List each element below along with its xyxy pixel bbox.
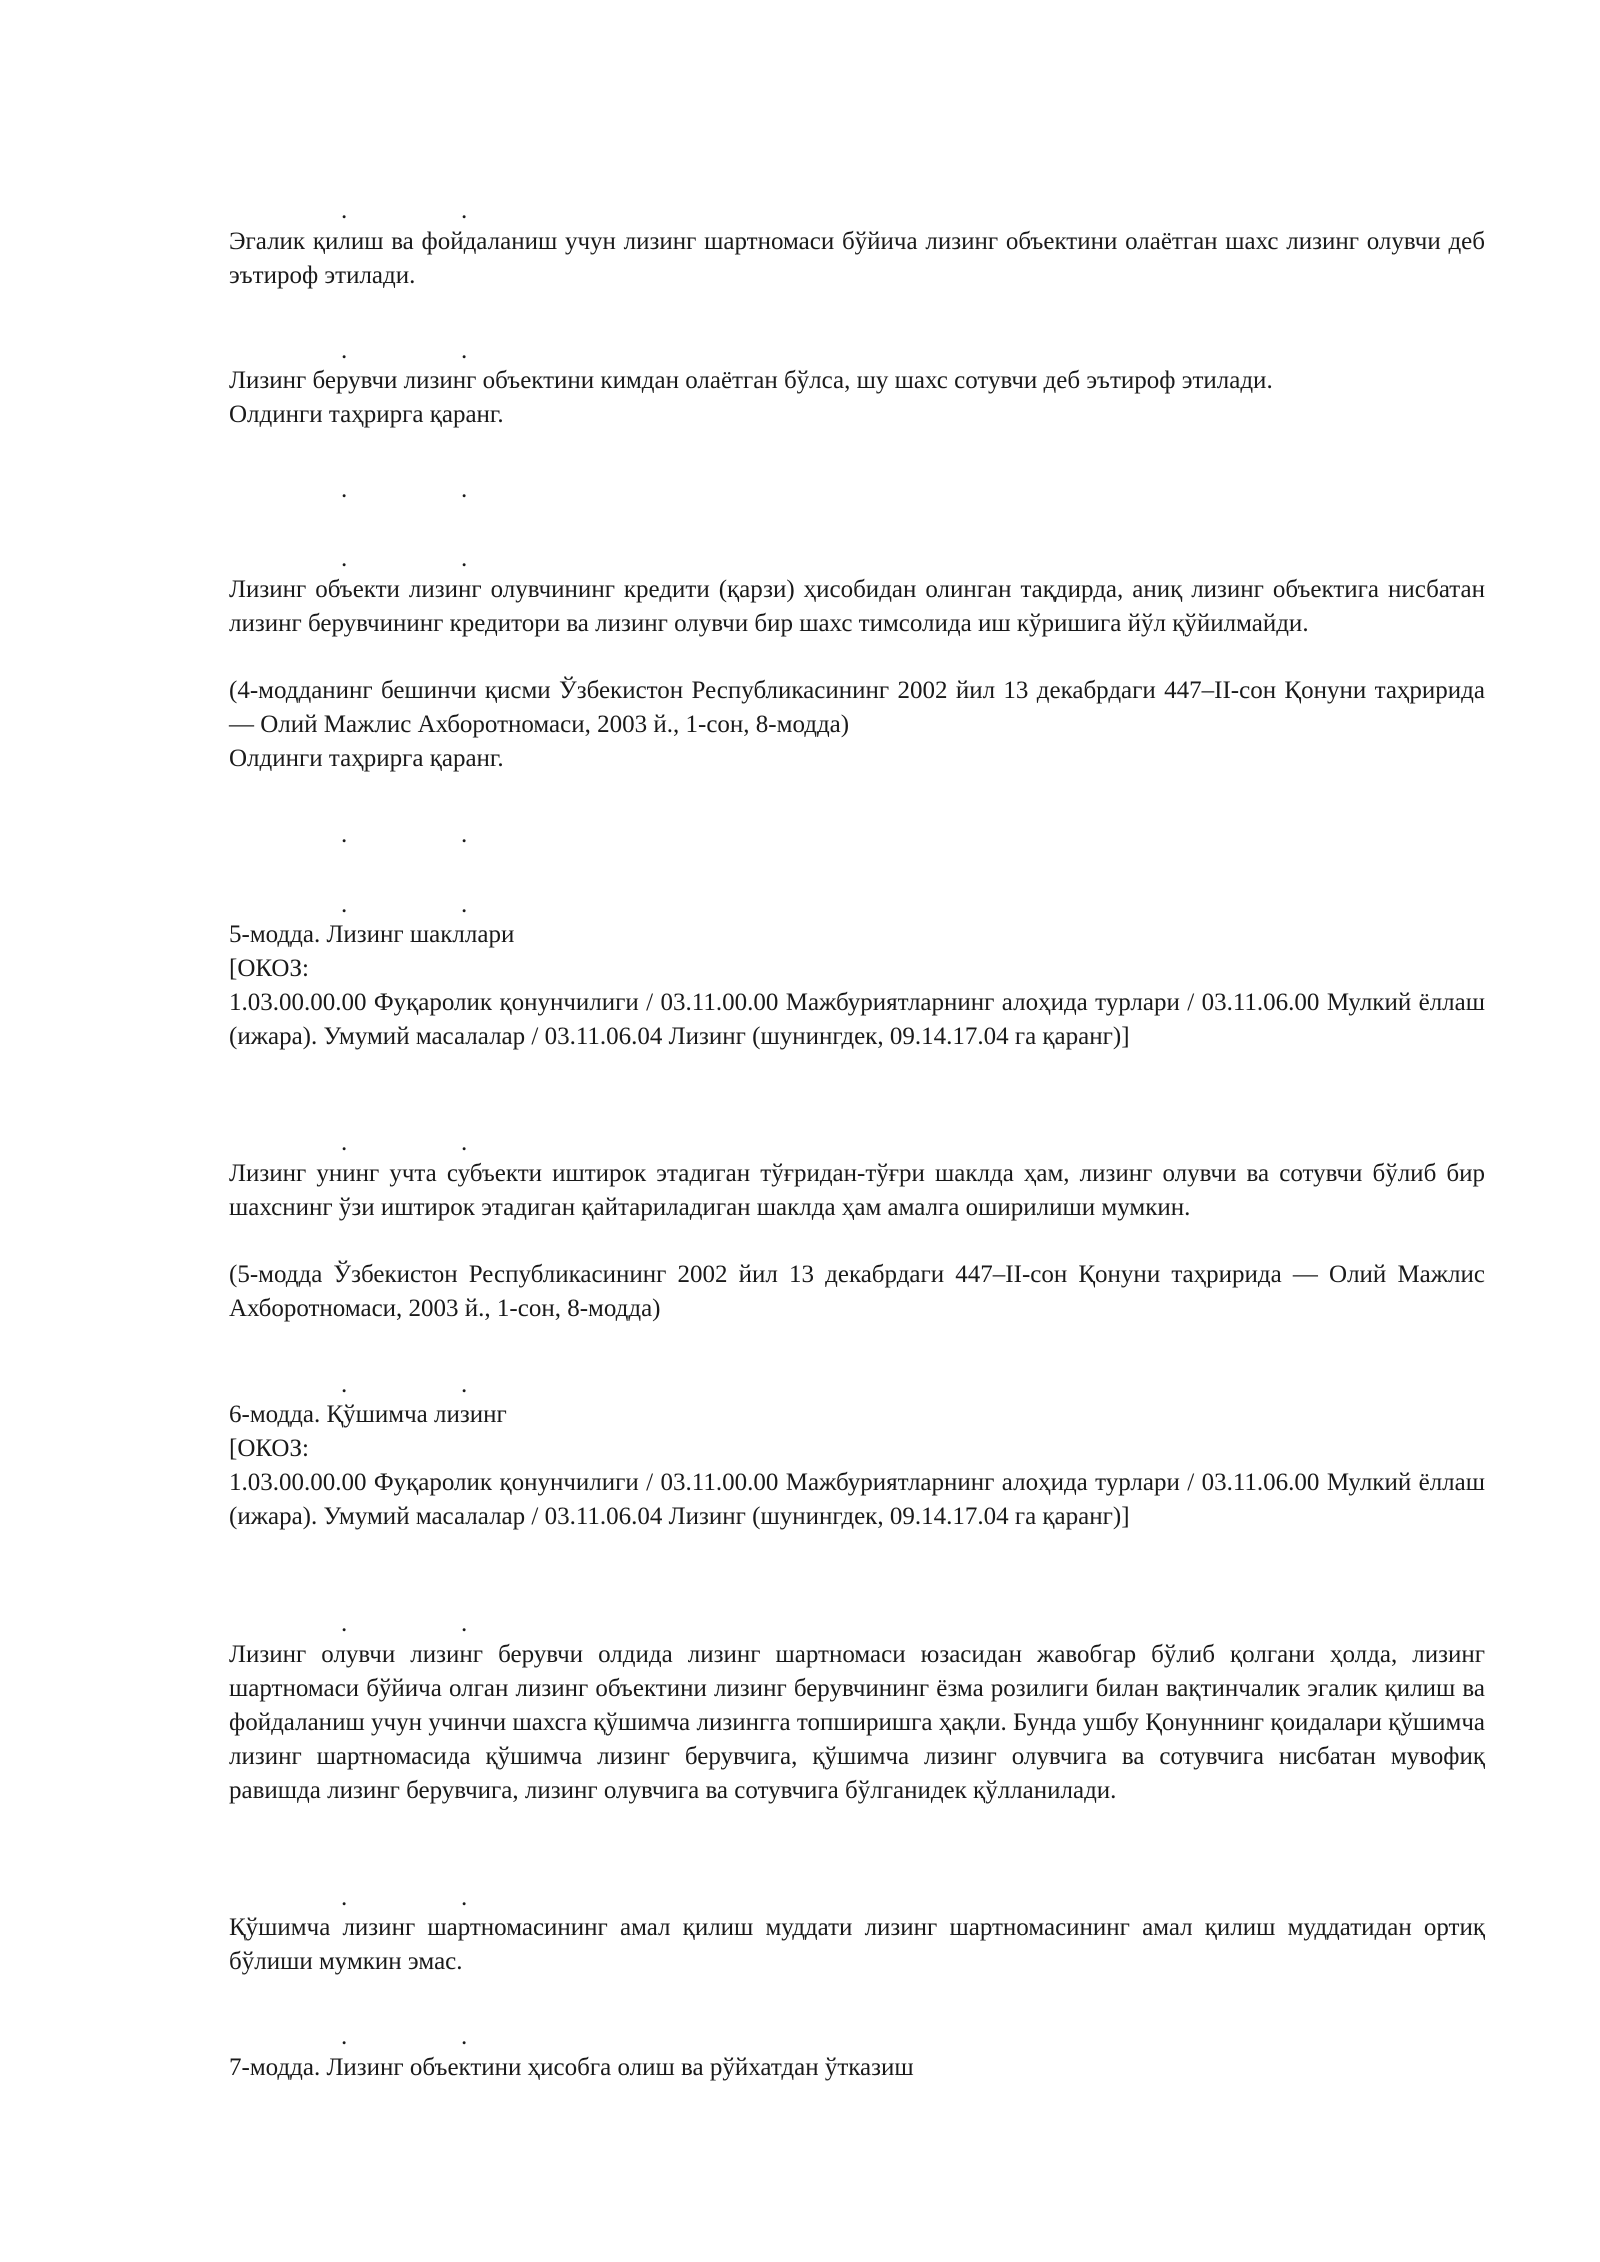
okoz-classification: 1.03.00.00.00 Фуқаролик қонунчилиги / 03.11.00.00 Мажбуриятларнинг алоҳида турлари / 03.11.06.00 Мулкий ёллаш (ижара). Умумий масалалар / 03.11.06.04 Лизинг (шунингдек, 09.14.17.04 га қаранг)] xyxy=(229,989,1485,1050)
paragraph-marker: . . xyxy=(341,197,468,224)
paragraph-seller-definition: Лизинг берувчи лизинг объектини кимдан олаётган бўлса, шу шахс сотувчи деб эътироф этилади. xyxy=(229,367,1273,394)
paragraph-marker: . . xyxy=(341,1371,468,1398)
article-6-title: 6-модда. Қўшимча лизинг xyxy=(229,1401,507,1428)
paragraph-marker: . . xyxy=(341,1884,468,1911)
paragraph-credit-restriction: Лизинг объекти лизинг олувчининг кредити (қарзи) ҳисобидан олинган тақдирда, аниқ лизинг объектига нисбатан лизинг берувчининг кредитори ва лизинг олувчи бир шахс тимсолида иш кўришига йўл қўйилмайди. xyxy=(229,576,1485,637)
paragraph-marker: . . xyxy=(341,891,468,918)
amendment-note: (4-модданинг бешинчи қисми Ўзбекистон Республикасининг 2002 йил 13 декабрдаги 447–II-сон Қонуни таҳририда — Олий Мажлис Ахборотномаси, 2003 й., 1-сон, 8-модда) xyxy=(229,677,1485,738)
paragraph-marker: . . xyxy=(341,545,468,572)
okoz-label: [ОКОЗ: xyxy=(229,955,309,982)
previous-edition-link[interactable]: Олдинги таҳрирга қаранг. xyxy=(229,401,504,428)
paragraph-marker: . . xyxy=(341,821,468,848)
paragraph-marker: . . xyxy=(341,1610,468,1637)
article-5-title: 5-модда. Лизинг шакллари xyxy=(229,921,515,948)
paragraph-sublease-term: Қўшимча лизинг шартномасининг амал қилиш муддати лизинг шартномасининг амал қилиш муддатидан ортиқ бўлиши мумкин эмас. xyxy=(229,1914,1485,1975)
amendment-note: (5-модда Ўзбекистон Республикасининг 2002 йил 13 декабрдаги 447–II-сон Қонуни таҳририда — Олий Мажлис Ахборотномаси, 2003 й., 1-сон, 8-модда) xyxy=(229,1261,1485,1322)
paragraph-marker: . . xyxy=(341,2023,468,2050)
paragraph-marker: . . xyxy=(341,1129,468,1156)
okoz-label: [ОКОЗ: xyxy=(229,1435,309,1462)
paragraph-lessee-definition: Эгалик қилиш ва фойдаланиш учун лизинг шартномаси бўйича лизинг объектини олаётган шахс лизинг олувчи деб эътироф этилади. xyxy=(229,228,1485,289)
okoz-classification: 1.03.00.00.00 Фуқаролик қонунчилиги / 03.11.00.00 Мажбуриятларнинг алоҳида турлари / 03.11.06.00 Мулкий ёллаш (ижара). Умумий масалалар / 03.11.06.04 Лизинг (шунингдек, 09.14.17.04 га қаранг)] xyxy=(229,1469,1485,1530)
paragraph-leasing-forms: Лизинг унинг учта субъекти иштирок этадиган тўғридан-тўғри шаклда ҳам, лизинг олувчи ва сотувчи бўлиб бир шахснинг ўзи иштирок этадиган қайтариладиган шаклда ҳам амалга оширилиши мумкин. xyxy=(229,1160,1485,1221)
paragraph-sublease: Лизинг олувчи лизинг берувчи олдида лизинг шартномаси юзасидан жавобгар бўлиб қолгани ҳолда, лизинг шартномаси бўйича олган лизинг объектини лизинг берувчининг ёзма розилиги билан вақтинчалик эгалик қилиш ва фойдаланиш учун учинчи шахсга қўшимча лизингга топширишга ҳақли. Бунда ушбу Қонуннинг қоидалари қўшимча лизинг шартномасида қўшимча лизинг берувчига, қўшимча лизинг олувчига ва сотувчига нисбатан мувофиқ равишда лизинг берувчига, лизинг олувчига ва сотувчига бўлганидек қўлланилади. xyxy=(229,1641,1485,1804)
paragraph-marker: . . xyxy=(341,476,468,503)
previous-edition-link[interactable]: Олдинги таҳрирга қаранг. xyxy=(229,745,504,772)
paragraph-marker: . . xyxy=(341,337,468,364)
article-7-title: 7-модда. Лизинг объектини ҳисобга олиш ва рўйхатдан ўтказиш xyxy=(229,2054,914,2081)
